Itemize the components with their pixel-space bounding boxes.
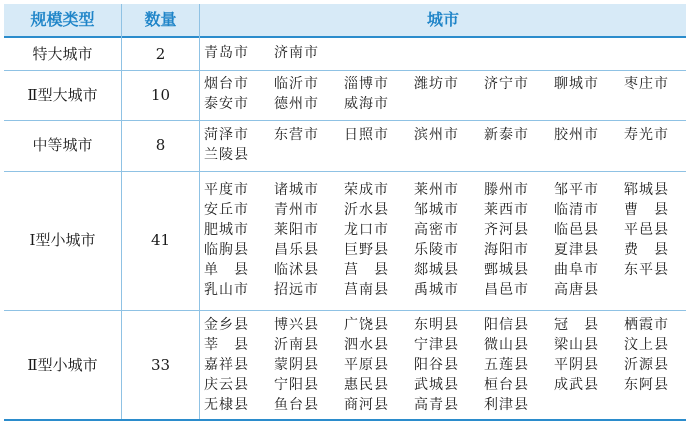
city-name: 禹城市 [414,282,459,298]
city-name: 德州市 [274,96,319,112]
city-name: 巨野县 [344,242,389,258]
city-name: 威海市 [344,96,389,112]
city-name: 栖霞市 [624,317,669,333]
city-name: 费 县 [624,242,669,258]
row-city-list [204,44,684,64]
city-name: 临清市 [554,202,599,218]
city-name: 东阿县 [624,377,669,393]
city-name: 成武县 [554,377,599,393]
city-name: 平阴县 [554,357,599,373]
city-name: 东平县 [624,262,669,278]
row-category: Ⅰ型小城市 [29,231,96,249]
city-name: 曲阜市 [554,262,599,278]
city-name: 日照市 [344,127,389,143]
city-name: 平邑县 [624,222,669,238]
city-name: 招远市 [274,282,319,298]
city-name: 泰安市 [204,96,249,112]
city-name: 微山县 [484,337,529,353]
header-count: 数量 [144,10,177,29]
city-name: 宁津县 [414,337,459,353]
city-name: 博兴县 [274,317,319,333]
city-name: 昌邑市 [484,282,529,298]
city-name: 龙口市 [344,222,389,238]
city-name: 青州市 [274,202,319,218]
city-name: 高青县 [414,397,459,413]
city-name: 平原县 [344,357,389,373]
city-name: 临朐县 [204,242,249,258]
city-name: 鱼台县 [274,397,319,413]
city-name: 聊城市 [554,76,599,92]
row-city-list [204,316,684,416]
row-count: 10 [150,86,171,104]
city-name: 滕州市 [484,182,529,198]
city-name: 夏津县 [554,242,599,258]
city-name: 莱西市 [484,202,529,218]
city-name: 鄄城县 [484,262,529,278]
city-name: 无棣县 [204,397,249,413]
city-name: 郯城县 [414,262,459,278]
city-name: 临邑县 [554,222,599,238]
row-count: 2 [155,45,166,63]
city-name: 寿光市 [624,127,669,143]
row-city-list [204,181,684,301]
city-name: 嘉祥县 [204,357,249,373]
row-count: 41 [150,231,171,249]
city-name: 齐河县 [484,222,529,238]
city-name: 桓台县 [484,377,529,393]
row-city-list [204,126,684,166]
city-name: 胶州市 [554,127,599,143]
city-name: 惠民县 [344,377,389,393]
row-city-list [204,75,684,115]
city-name: 济南市 [274,45,319,61]
city-name: 高唐县 [554,282,599,298]
city-name: 蒙阴县 [274,357,319,373]
city-name: 诸城市 [274,182,319,198]
city-name: 滨州市 [414,127,459,143]
city-name: 枣庄市 [624,76,669,92]
row-category: 中等城市 [32,136,93,154]
column-divider [199,4,200,421]
city-name: 汶上县 [624,337,669,353]
city-name: 邹城市 [414,202,459,218]
city-name: 莒 县 [344,262,389,278]
row-category: 特大城市 [32,45,93,63]
city-name: 海阳市 [484,242,529,258]
city-name: 莱州市 [414,182,459,198]
table-header [4,4,686,38]
city-name: 沂源县 [624,357,669,373]
city-name: 菏泽市 [204,127,249,143]
city-name: 淄博市 [344,76,389,92]
city-name: 商河县 [344,397,389,413]
city-name: 金乡县 [204,317,249,333]
city-name: 广饶县 [344,317,389,333]
header-category: 规模类型 [30,10,95,29]
city-name: 临沭县 [274,262,319,278]
city-name: 平度市 [204,182,249,198]
city-name: 乐陵市 [414,242,459,258]
city-name: 昌乐县 [274,242,319,258]
city-name: 莘 县 [204,337,249,353]
city-name: 郓城县 [624,182,669,198]
row-category: Ⅱ型大城市 [27,86,98,104]
city-name: 曹 县 [624,202,669,218]
city-name: 荣成市 [344,182,389,198]
city-name: 沂南县 [274,337,319,353]
city-name: 乳山市 [204,282,249,298]
city-name: 阳信县 [484,317,529,333]
city-name: 青岛市 [204,45,249,61]
city-name: 莱阳市 [274,222,319,238]
city-size-table [4,4,686,421]
city-name: 兰陵县 [204,147,249,163]
city-name: 安丘市 [204,202,249,218]
row-count: 33 [150,356,171,374]
city-name: 利津县 [484,397,529,413]
city-name: 莒南县 [344,282,389,298]
city-name: 梁山县 [554,337,599,353]
city-name: 烟台市 [204,76,249,92]
city-name: 阳谷县 [414,357,459,373]
city-name: 沂水县 [344,202,389,218]
city-name: 邹平市 [554,182,599,198]
city-name: 东明县 [414,317,459,333]
city-name: 单 县 [204,262,249,278]
city-name: 武城县 [414,377,459,393]
row-category: Ⅱ型小城市 [27,356,98,374]
city-name: 泗水县 [344,337,389,353]
city-name: 庆云县 [204,377,249,393]
city-name: 东营市 [274,127,319,143]
city-name: 潍坊市 [414,76,459,92]
city-name: 济宁市 [484,76,529,92]
city-name: 肥城市 [204,222,249,238]
header-cities: 城市 [426,10,459,29]
city-name: 五莲县 [484,357,529,373]
row-count: 8 [155,136,166,154]
city-name: 宁阳县 [274,377,319,393]
city-name: 冠 县 [554,317,599,333]
city-name: 高密市 [414,222,459,238]
city-name: 临沂市 [274,76,319,92]
city-name: 新泰市 [484,127,529,143]
table-bottom-border [4,419,686,421]
